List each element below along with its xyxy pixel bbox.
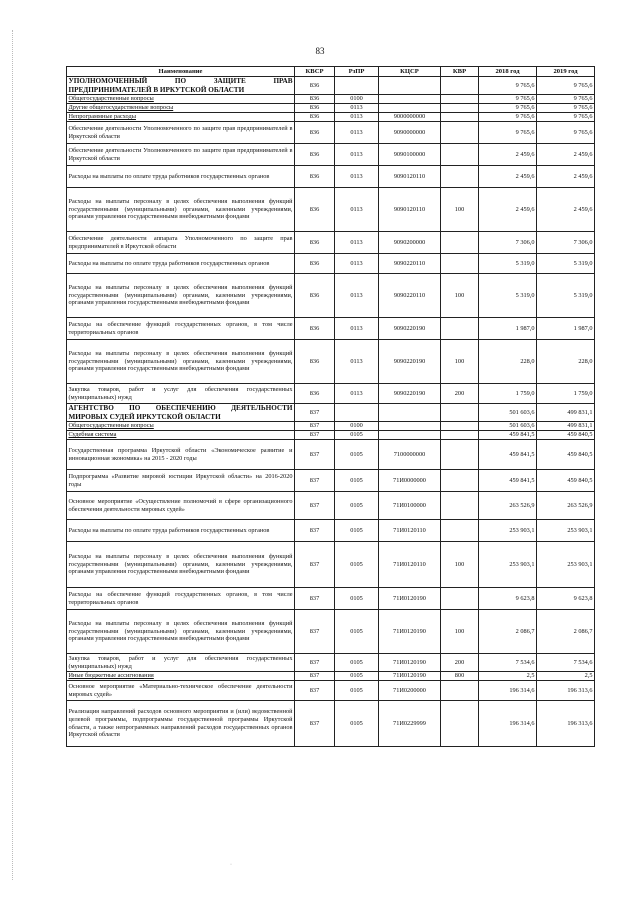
row-2019: 228,0: [537, 340, 595, 384]
row-2019: 1 759,0: [537, 384, 595, 404]
row-2019: 459 840,5: [537, 470, 595, 492]
row-kcsr: 71И0000000: [379, 470, 441, 492]
row-kvr: [441, 520, 479, 542]
row-name: Иные бюджетные ассигнования: [67, 672, 295, 681]
row-kvr: 100: [441, 274, 479, 318]
row-2019: 263 526,9: [537, 492, 595, 520]
row-name: Расходы на выплаты по оплате труда работников государственных органов: [67, 520, 295, 542]
row-2018: 459 841,5: [479, 470, 537, 492]
table-row: [67, 188, 595, 232]
row-2018: 501 603,6: [479, 404, 537, 422]
row-kvsr: 836: [295, 77, 335, 95]
row-rzpr: 0105: [335, 492, 379, 520]
row-kvsr: 837: [295, 610, 335, 654]
row-kvsr: 836: [295, 254, 335, 274]
row-name: Расходы на обеспечение функций государственных органов, в том числе территориальных органов: [67, 588, 295, 610]
row-name: Расходы на выплаты персоналу в целях обеспечения выполнения функций государственными (муниципальными) органами, казенными учреждениями, органами управления государственными внебюджетными фондами: [67, 274, 295, 318]
table-row: [67, 520, 595, 542]
row-2018: 9 765,6: [479, 113, 537, 122]
row-rzpr: 0100: [335, 95, 379, 104]
row-2018: 196 314,6: [479, 701, 537, 747]
row-rzpr: 0113: [335, 104, 379, 113]
row-kcsr: 9090120110: [379, 188, 441, 232]
row-kcsr: 9090000000: [379, 122, 441, 144]
row-rzpr: [335, 404, 379, 422]
row-2018: 1 987,0: [479, 318, 537, 340]
row-kvr: [441, 422, 479, 431]
row-kvr: [441, 166, 479, 188]
row-2018: 9 765,6: [479, 95, 537, 104]
row-name: Расходы на обеспечение функций государственных органов, в том числе территориальных органов: [67, 318, 295, 340]
row-rzpr: 0105: [335, 654, 379, 672]
row-2019: 9 765,6: [537, 113, 595, 122]
row-kcsr: 71И0120190: [379, 610, 441, 654]
row-name: Расходы на выплаты персоналу в целях обеспечения выполнения функций государственными (муниципальными) органами, казенными учреждениями, органами управления государственными внебюджетными фондами: [67, 542, 295, 588]
row-2019: 5 319,0: [537, 274, 595, 318]
row-kvr: [441, 404, 479, 422]
row-rzpr: 0113: [335, 340, 379, 384]
row-name: Расходы на выплаты по оплате труда работников государственных органов: [67, 254, 295, 274]
row-2019: 2 459,6: [537, 188, 595, 232]
row-name: Основное мероприятие «Осуществление полномочий в сфере организационного обеспечения деятельности мировых судей»: [67, 492, 295, 520]
table-row: [67, 492, 595, 520]
row-2019: 9 623,8: [537, 588, 595, 610]
row-2019: 1 987,0: [537, 318, 595, 340]
table-row: [67, 104, 595, 113]
row-kvr: [441, 701, 479, 747]
row-2018: 9 765,6: [479, 77, 537, 95]
table-header-row: [67, 67, 595, 77]
row-kvr: [441, 318, 479, 340]
row-kcsr: 71И0200000: [379, 681, 441, 701]
table-row: [67, 440, 595, 470]
row-rzpr: 0113: [335, 318, 379, 340]
row-kcsr: 71И0229999: [379, 701, 441, 747]
row-name: Расходы на выплаты персоналу в целях обеспечения выполнения функций государственными (муниципальными) органами, казенными учреждениями, органами управления государственными внебюджетными фондами: [67, 188, 295, 232]
table-body: [67, 77, 595, 747]
row-kcsr: 9000000000: [379, 113, 441, 122]
row-name: Закупка товаров, работ и услуг для обеспечения государственных (муниципальных) нужд: [68, 654, 293, 670]
header-2018: 2018 год: [479, 67, 537, 77]
table-row: [67, 422, 595, 431]
row-2019: 7 534,6: [537, 654, 595, 672]
table-row: [67, 404, 595, 422]
row-rzpr: 0113: [335, 232, 379, 254]
row-name: Расходы на выплаты по оплате труда работников государственных органов: [67, 166, 295, 188]
row-kvr: [441, 95, 479, 104]
row-kvr: [441, 232, 479, 254]
row-kvsr: 837: [295, 440, 335, 470]
row-2019: 9 765,6: [537, 122, 595, 144]
row-kvr: [441, 588, 479, 610]
row-2018: 9 765,6: [479, 122, 537, 144]
row-kvr: 100: [441, 340, 479, 384]
header-kvr: КВР: [441, 67, 479, 77]
table-row: [67, 77, 595, 95]
table-row: [67, 701, 595, 747]
header-kcsr: КЦСР: [379, 67, 441, 77]
row-kcsr: [379, 95, 441, 104]
table-row: [67, 654, 595, 672]
row-kcsr: 9090220190: [379, 384, 441, 404]
table-row: [67, 254, 595, 274]
row-2019: 196 313,6: [537, 681, 595, 701]
row-2018: 9 623,8: [479, 588, 537, 610]
table-row: [67, 144, 595, 166]
row-2019: 2 086,7: [537, 610, 595, 654]
header-kvsr: КВСР: [295, 67, 335, 77]
scan-mark: ·: [230, 862, 232, 868]
row-kvsr: 837: [295, 492, 335, 520]
table-row: [67, 588, 595, 610]
table-row: [67, 232, 595, 254]
row-rzpr: 0113: [335, 384, 379, 404]
row-name: Государственная программа Иркутской области «Экономическое развитие и инновационная экономика» на 2015 - 2020 годы: [67, 440, 295, 470]
table-row: [67, 470, 595, 492]
row-kvr: 100: [441, 610, 479, 654]
row-rzpr: 0100: [335, 422, 379, 431]
row-2018: 253 903,1: [479, 542, 537, 588]
row-kcsr: 71И0120110: [379, 520, 441, 542]
row-name: Закупка товаров, работ и услуг для обеспечения государственных (муниципальных) нужд: [67, 384, 295, 404]
row-2019: 5 319,0: [537, 254, 595, 274]
table-row: [67, 166, 595, 188]
row-kcsr: 71И0120190: [379, 588, 441, 610]
row-kcsr: 71И0120110: [379, 542, 441, 588]
row-rzpr: 0105: [335, 520, 379, 542]
row-2019: 9 765,6: [537, 77, 595, 95]
row-name: Расходы на выплаты персоналу в целях обеспечения выполнения функций государственными (муниципальными) органами, казенными учреждениями, органами управления государственными внебюджетными фондами: [67, 340, 295, 384]
row-kvsr: 837: [295, 422, 335, 431]
header-2019: 2019 год: [537, 67, 595, 77]
row-rzpr: 0113: [335, 166, 379, 188]
row-2019: 499 831,1: [537, 422, 595, 431]
row-2019: 7 306,0: [537, 232, 595, 254]
row-2019: 196 313,6: [537, 701, 595, 747]
row-kvr: [441, 77, 479, 95]
row-kvr: 200: [441, 654, 479, 672]
row-2019: 253 903,1: [537, 542, 595, 588]
row-kcsr: [379, 104, 441, 113]
row-2018: 7 534,6: [479, 654, 537, 672]
row-name: УПОЛНОМОЧЕННЫЙ ПО ЗАЩИТЕ ПРАВ ПРЕДПРИНИМАТЕЛЕЙ В ИРКУТСКОЙ ОБЛАСТИ: [68, 77, 293, 94]
row-rzpr: 0105: [335, 681, 379, 701]
table-row: [67, 431, 595, 440]
row-2019: 459 840,5: [537, 440, 595, 470]
row-kcsr: 71И0100000: [379, 492, 441, 520]
row-kvsr: 837: [295, 588, 335, 610]
row-name: Судебная система: [67, 431, 295, 440]
row-kvsr: 836: [295, 113, 335, 122]
page-number: 83: [315, 46, 325, 56]
row-kvsr: 837: [295, 542, 335, 588]
row-rzpr: 0113: [335, 188, 379, 232]
row-kcsr: 9090220110: [379, 254, 441, 274]
row-name: Обеспечение деятельности Уполномоченного по защите прав предпринимателей в Иркутской области: [67, 144, 295, 166]
row-2019: 499 831,1: [537, 404, 595, 422]
row-rzpr: 0113: [335, 113, 379, 122]
row-kvsr: 837: [295, 431, 335, 440]
row-kcsr: 9090200000: [379, 232, 441, 254]
row-kvsr: 837: [295, 681, 335, 701]
row-kvsr: 837: [295, 404, 335, 422]
row-2018: 2 459,6: [479, 144, 537, 166]
row-name: АГЕНТСТВО ПО ОБЕСПЕЧЕНИЮ ДЕЯТЕЛЬНОСТИ МИРОВЫХ СУДЕЙ ИРКУТСКОЙ ОБЛАСТИ: [68, 404, 293, 421]
row-name: Непрограммные расходы: [67, 113, 295, 122]
row-kvr: 100: [441, 542, 479, 588]
table-row: [67, 95, 595, 104]
row-name: Обеспечение деятельности Уполномоченного по защите прав предпринимателей в Иркутской области: [67, 122, 295, 144]
row-rzpr: 0113: [335, 254, 379, 274]
row-2018: 1 759,0: [479, 384, 537, 404]
row-kcsr: 9090120110: [379, 166, 441, 188]
table-row: [67, 610, 595, 654]
header-rzpr: РзПР: [335, 67, 379, 77]
row-kvsr: 837: [295, 654, 335, 672]
row-2019: 9 765,6: [537, 104, 595, 113]
row-name: Общегосударственные вопросы: [67, 95, 295, 104]
table-row: [67, 318, 595, 340]
row-kcsr: [379, 431, 441, 440]
row-kvsr: 837: [295, 672, 335, 681]
row-kvr: [441, 144, 479, 166]
row-kvr: [441, 104, 479, 113]
row-kcsr: [379, 77, 441, 95]
row-rzpr: 0105: [335, 672, 379, 681]
row-kvr: [441, 431, 479, 440]
row-rzpr: 0105: [335, 440, 379, 470]
row-name: Подпрограмма «Развитие мировой юстиции Иркутской области» на 2016-2020 годы: [67, 470, 295, 492]
row-2018: 5 319,0: [479, 254, 537, 274]
row-kvr: [441, 681, 479, 701]
row-kvsr: 837: [295, 520, 335, 542]
row-rzpr: 0105: [335, 542, 379, 588]
row-2019: 2 459,6: [537, 166, 595, 188]
table-row: [67, 672, 595, 681]
row-kvr: 200: [441, 384, 479, 404]
row-kvr: [441, 492, 479, 520]
row-kvsr: 836: [295, 340, 335, 384]
row-kcsr: 9090220110: [379, 274, 441, 318]
row-2018: 5 319,0: [479, 274, 537, 318]
table-row: [67, 384, 595, 404]
row-2018: 459 841,5: [479, 431, 537, 440]
row-rzpr: 0113: [335, 122, 379, 144]
row-kvsr: 836: [295, 188, 335, 232]
row-name: Общегосударственные вопросы: [67, 422, 295, 431]
scan-edge-line: [12, 30, 13, 880]
budget-table: [66, 66, 595, 747]
row-2018: 9 765,6: [479, 104, 537, 113]
row-rzpr: 0105: [335, 470, 379, 492]
row-name: Реализация направлений расходов основного мероприятия и (или) ведомственной целевой программы, подпрограммы государственной программы Иркутской области, а также непрограммных направлений расходов государственных органов Иркутской области: [67, 701, 295, 747]
header-name: Наименование: [67, 67, 295, 77]
table-row: [67, 542, 595, 588]
row-kvsr: 836: [295, 95, 335, 104]
row-kvsr: 837: [295, 701, 335, 747]
row-2018: 459 841,5: [479, 440, 537, 470]
row-2018: 263 526,9: [479, 492, 537, 520]
row-kcsr: [379, 404, 441, 422]
row-kcsr: 9090220190: [379, 340, 441, 384]
table-row: [67, 122, 595, 144]
row-rzpr: 0105: [335, 431, 379, 440]
row-kcsr: [379, 422, 441, 431]
row-kvsr: 836: [295, 104, 335, 113]
row-2018: 228,0: [479, 340, 537, 384]
row-2018: 2 459,6: [479, 166, 537, 188]
row-2018: 501 603,6: [479, 422, 537, 431]
row-2019: 253 903,1: [537, 520, 595, 542]
row-kcsr: 7100000000: [379, 440, 441, 470]
row-kvsr: 836: [295, 122, 335, 144]
row-2018: 253 903,1: [479, 520, 537, 542]
row-kvsr: 836: [295, 144, 335, 166]
row-kvsr: 836: [295, 384, 335, 404]
row-kvsr: 837: [295, 470, 335, 492]
row-kvr: 800: [441, 672, 479, 681]
row-2018: 7 306,0: [479, 232, 537, 254]
row-name: Обеспечение деятельности аппарата Уполномоченного по защите прав предпринимателей в Иркутской области: [67, 232, 295, 254]
row-rzpr: 0105: [335, 610, 379, 654]
row-2018: 2 459,6: [479, 188, 537, 232]
row-name: Основное мероприятие «Материально-техническое обеспечение деятельности мировых судей»: [67, 681, 295, 701]
row-2018: 2,5: [479, 672, 537, 681]
row-rzpr: [335, 77, 379, 95]
row-kvsr: 836: [295, 274, 335, 318]
row-kcsr: 71И0120190: [379, 654, 441, 672]
row-2019: 459 840,5: [537, 431, 595, 440]
row-kvr: [441, 470, 479, 492]
row-kvr: [441, 122, 479, 144]
row-kcsr: 71И0120190: [379, 672, 441, 681]
table-row: [67, 681, 595, 701]
table-row: [67, 113, 595, 122]
row-kvsr: 836: [295, 166, 335, 188]
row-kcsr: 9090100000: [379, 144, 441, 166]
row-kvr: [441, 113, 479, 122]
row-2019: 2 459,6: [537, 144, 595, 166]
row-name: Расходы на выплаты персоналу в целях обеспечения выполнения функций государственными (муниципальными) органами, казенными учреждениями, органами управления государственными внебюджетными фондами: [67, 610, 295, 654]
row-kvr: [441, 254, 479, 274]
row-kvsr: 836: [295, 318, 335, 340]
row-2019: 2,5: [537, 672, 595, 681]
row-rzpr: 0105: [335, 588, 379, 610]
row-kvr: [441, 440, 479, 470]
row-kcsr: 9090220190: [379, 318, 441, 340]
row-2019: 9 765,6: [537, 95, 595, 104]
row-kvr: 100: [441, 188, 479, 232]
table-row: [67, 340, 595, 384]
table-row: [67, 274, 595, 318]
row-rzpr: 0113: [335, 274, 379, 318]
row-2018: 196 314,6: [479, 681, 537, 701]
row-name: Другие общегосударственные вопросы: [67, 104, 295, 113]
row-2018: 2 086,7: [479, 610, 537, 654]
row-kvsr: 836: [295, 232, 335, 254]
row-rzpr: 0105: [335, 701, 379, 747]
row-rzpr: 0113: [335, 144, 379, 166]
